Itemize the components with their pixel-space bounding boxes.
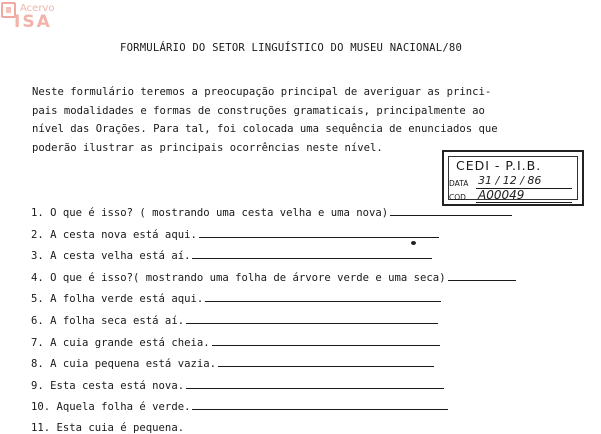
question-8 [31, 358, 434, 370]
question-text: 5. A folha verde está aqui. [31, 293, 204, 305]
question-text: 3. A cesta velha está aí. [31, 250, 191, 262]
watermark-line2: ISA [14, 12, 52, 32]
watermark-line1: Acervo [20, 3, 55, 14]
question-4 [31, 272, 516, 284]
answer-line [186, 388, 444, 389]
question-text: 8. A cuia pequena está vazia. [31, 358, 216, 370]
intro-line: Neste formulário teremos a preocupação principal de averiguar as princi- [32, 86, 492, 98]
question-10 [31, 401, 448, 413]
question-6 [31, 315, 438, 327]
question-text: 11. Esta cuia é pequena. [31, 422, 185, 434]
answer-line [199, 237, 439, 238]
answer-line [186, 323, 438, 324]
question-text: 2. A cesta nova está aqui. [31, 229, 197, 241]
stamp-date-value: 31 / 12 / 86 [478, 174, 542, 187]
stamp-date-label: DATA [449, 179, 469, 188]
stamp-cod-value: A00049 [478, 188, 525, 202]
question-5 [31, 293, 441, 305]
question-1 [31, 207, 512, 219]
ink-speck [411, 241, 416, 245]
answer-line [192, 258, 432, 259]
acervo-isa-watermark [0, 0, 78, 34]
answer-line [205, 301, 441, 302]
stamp-cod-label: COD. [449, 193, 469, 202]
question-text: 4. O que é isso?( mostrando uma folha de árvore verde e uma seca) [31, 272, 446, 284]
question-7 [31, 337, 440, 349]
cedi-stamp [442, 150, 584, 206]
intro-line: pais modalidades e formas de construções gramaticais, principalmente ao [32, 104, 485, 117]
answer-line [218, 366, 434, 367]
question-text: 10. Aquela folha é verde. [31, 401, 191, 413]
stamp-header: CEDI - P.I.B. [456, 158, 542, 173]
answer-line [390, 215, 512, 216]
answer-line [212, 345, 440, 346]
answer-line [192, 409, 448, 410]
intro-line: nível das Orações. Para tal, foi colocada uma sequência de enunciados que [32, 123, 498, 135]
form-title: FORMULÁRIO DO SETOR LINGUÍSTICO DO MUSEU NACIONAL/80 [120, 42, 463, 54]
question-9 [31, 380, 444, 392]
question-2 [31, 229, 439, 241]
question-text: 9. Esta cesta está nova. [31, 380, 185, 392]
stamp-cod-rule [476, 202, 572, 203]
question-3 [31, 250, 432, 262]
answer-line [448, 280, 516, 281]
question-text: 6. A folha seca está aí. [31, 315, 185, 327]
intro-paragraph [32, 83, 572, 157]
question-text: 7. A cuia grande está cheia. [31, 337, 210, 349]
question-text: 1. O que é isso? ( mostrando uma cesta velha e uma nova) [31, 207, 389, 219]
intro-line: poderão ilustrar as principais ocorrências neste nível. [32, 141, 383, 154]
question-11 [31, 422, 184, 434]
